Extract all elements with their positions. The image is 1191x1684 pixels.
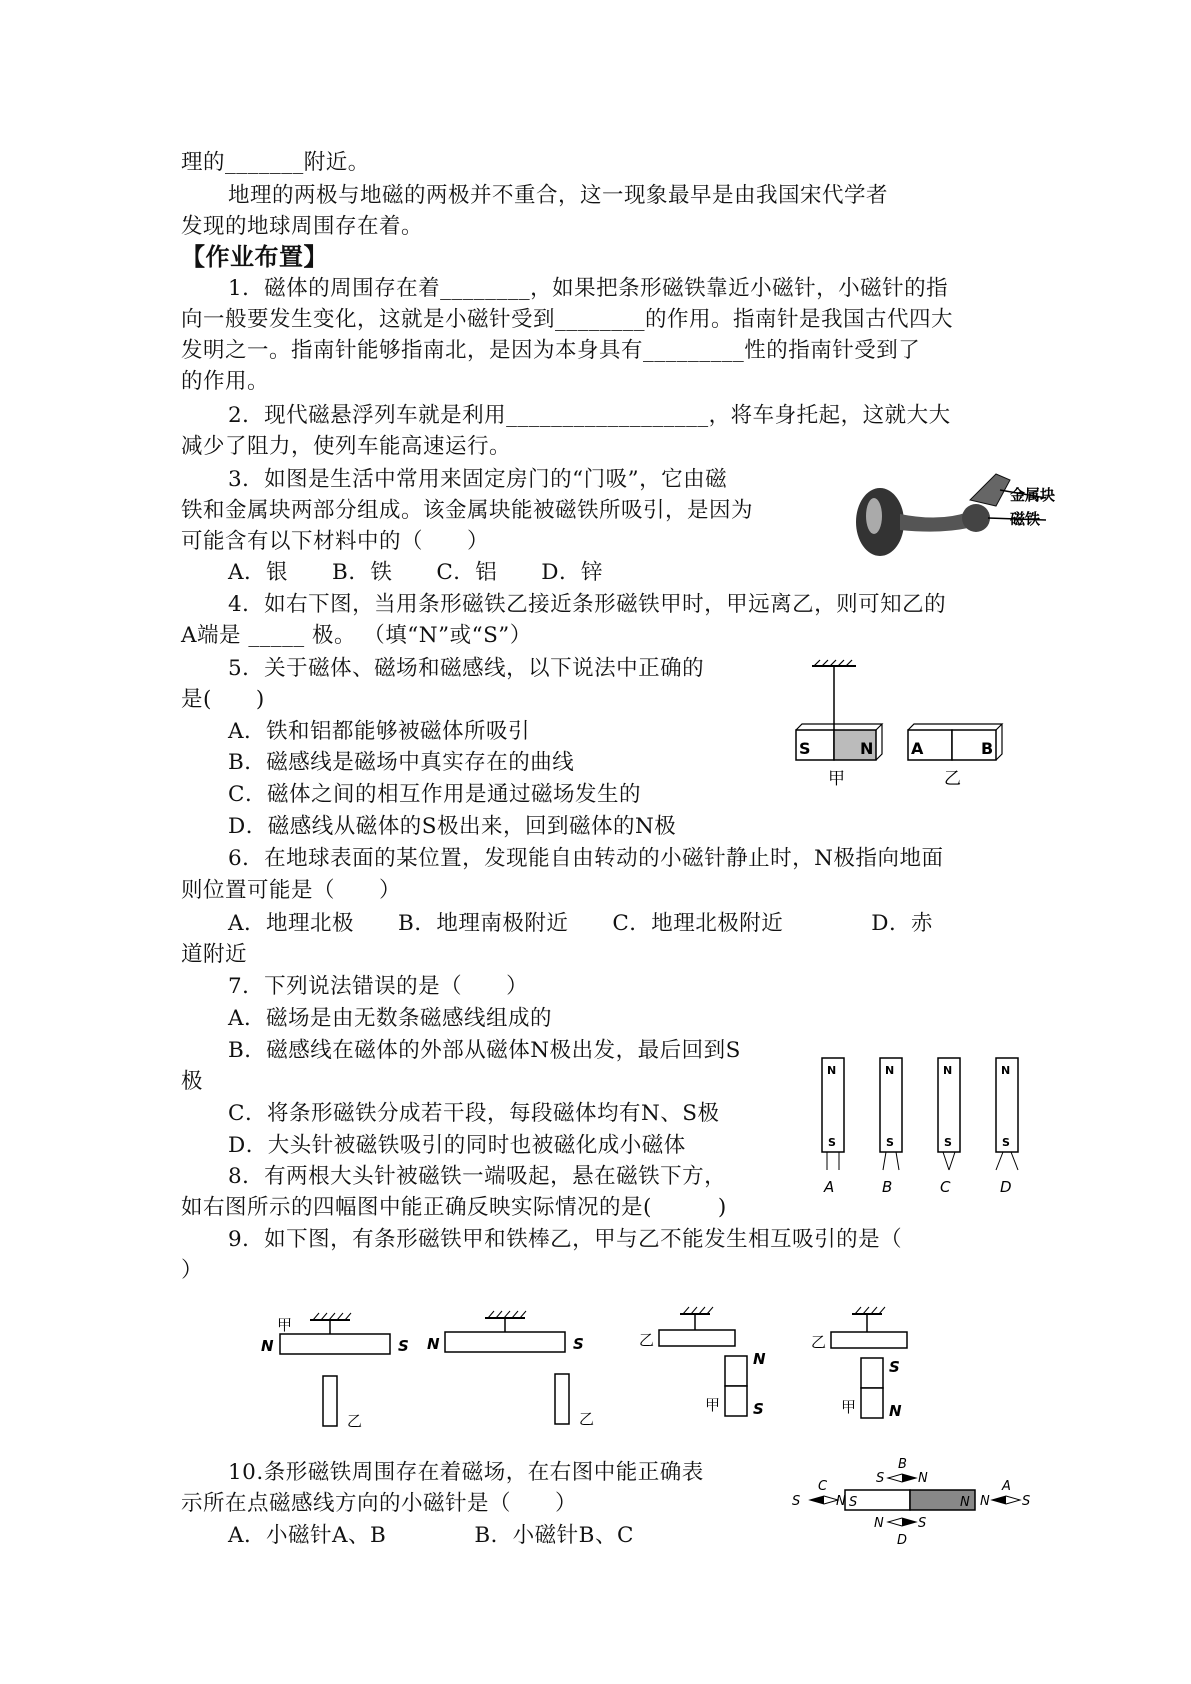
option-d-magnet (996, 1058, 1018, 1196)
svg-text:S: S (792, 1494, 801, 1509)
svg-text:N: N (918, 1471, 928, 1486)
arrangement-3 (639, 1307, 766, 1418)
text-line: 1．磁体的周围存在着________，如果把条形磁铁靠近小磁针，小磁针的指 (228, 276, 949, 301)
svg-text:N: N (1001, 1064, 1011, 1077)
arrangement-1 (261, 1313, 409, 1430)
text-line: A．铁和铝都能够被磁体所吸引 (228, 719, 531, 744)
svg-text:C: C (940, 1178, 951, 1196)
text-line: ） (181, 1258, 204, 1283)
svg-text:S: S (944, 1136, 952, 1149)
svg-text:N: N (980, 1494, 990, 1509)
text-line: A．磁场是由无数条磁感线组成的 (228, 1006, 553, 1031)
text-line: B．磁感线是磁场中真实存在的曲线 (228, 750, 575, 775)
svg-text:乙: 乙 (639, 1331, 655, 1349)
needle-c (792, 1479, 846, 1509)
svg-text:N: N (889, 1402, 902, 1420)
text-line: 向一般要发生变化，这就是小磁针受到________的作用。指南针是我国古代四大 (181, 307, 954, 332)
text-line: 2．现代磁悬浮列车就是利用__________________，将车身托起，这就大大 (228, 403, 951, 428)
svg-text:S: S (573, 1335, 584, 1353)
svg-text:乙: 乙 (811, 1333, 827, 1351)
text-line: D．磁感线从磁体的S极出来，回到磁体的N极 (228, 814, 677, 839)
option-c-magnet (938, 1058, 960, 1196)
text-line: 3．如图是生活中常用来固定房门的“门吸”，它由磁 (228, 467, 728, 492)
text-line: 5．关于磁体、磁场和磁感线，以下说法中正确的 (228, 656, 705, 681)
text-line: 是( ) (181, 687, 265, 712)
svg-text:N: N (943, 1064, 953, 1077)
text-line: A．小磁针A、B B．小磁针B、C (228, 1523, 634, 1548)
text-line: 8．有两根大头针被磁铁一端吸起，悬在磁铁下方， (228, 1164, 727, 1189)
door-stop-rod (900, 512, 968, 532)
two-magnets-figure (790, 660, 1030, 790)
text-line: 4．如右下图，当用条形磁铁乙接近条形磁铁甲时，甲远离乙，则可知乙的 (228, 592, 947, 617)
magnet-jia-n: N (860, 739, 874, 758)
text-line: 理的_______附近。 (181, 150, 370, 175)
text-line: A端是 _____ 极。 （填“N”或“S”） (181, 623, 532, 648)
svg-text:S: S (753, 1400, 764, 1418)
section-heading: 【作业布置】 (181, 243, 328, 271)
attraction-figure (255, 1300, 955, 1435)
svg-text:N: N (261, 1337, 274, 1355)
text-line: 6．在地球表面的某位置，发现能自由转动的小磁针静止时，N极指向地面 (228, 846, 944, 871)
text-line: 发明之一。指南针能够指南北，是因为本身具有_________性的指南针受到了 (181, 338, 921, 363)
door-stop-figure (850, 470, 1060, 560)
needle-a (980, 1479, 1030, 1509)
svg-text:A: A (824, 1178, 835, 1196)
svg-text:甲: 甲 (705, 1396, 721, 1414)
text-line: C．将条形磁铁分成若干段，每段磁体均有N、S极 (228, 1101, 720, 1126)
svg-text:B: B (882, 1178, 893, 1196)
text-line: 示所在点磁感线方向的小磁针是（ ） (181, 1491, 578, 1516)
text-line: C．磁体之间的相互作用是通过磁场发生的 (228, 782, 641, 807)
text-line: B．磁感线在磁体的外部从磁体N极出发，最后回到S (228, 1038, 741, 1063)
svg-text:S: S (876, 1471, 885, 1486)
svg-text:N: N (836, 1494, 846, 1509)
magnet-yi-a: A (911, 739, 924, 758)
svg-text:S: S (828, 1136, 836, 1149)
text-line: 则位置可能是（ ） (181, 878, 402, 903)
label-magnet: 磁铁 (1010, 510, 1041, 528)
compass-needles-figure (780, 1450, 1040, 1550)
svg-text:B: B (898, 1457, 907, 1472)
svg-text:N: N (753, 1350, 766, 1368)
option-a-magnet (822, 1058, 844, 1196)
door-stop-base-highlight (866, 498, 882, 534)
magnet-jia-s: S (799, 739, 811, 758)
svg-text:C: C (818, 1479, 828, 1494)
pins-figure (820, 1050, 1040, 1200)
option-b-magnet (880, 1058, 902, 1196)
text-line: 道附近 (181, 942, 248, 967)
text-line: D．大头针被磁铁吸引的同时也被磁化成小磁体 (228, 1133, 686, 1158)
svg-text:S: S (1002, 1136, 1010, 1149)
svg-text:N: N (874, 1516, 884, 1531)
label-yi: 乙 (944, 769, 961, 789)
text-line: 铁和金属块两部分组成。该金属块能被磁铁所吸引，是因为 (181, 498, 754, 523)
text-line: 减少了阻力，使列车能高速运行。 (181, 434, 512, 459)
text-line: 地理的两极与地磁的两极并不重合，这一现象最早是由我国宋代学者 (228, 183, 889, 208)
text-line: 7．下列说法错误的是（ ） (228, 974, 529, 999)
svg-text:乙: 乙 (347, 1412, 363, 1430)
text-line: A．地理北极 B．地理南极附近 C．地理北极附近 D．赤 (228, 911, 934, 936)
arrangement-2 (427, 1311, 594, 1428)
svg-text:N: N (885, 1064, 895, 1077)
text-line: 发现的地球周围存在着。 (181, 214, 424, 239)
svg-text:S: S (918, 1516, 927, 1531)
text-line: 的作用。 (181, 369, 270, 394)
needle-d (874, 1516, 926, 1548)
label-metal-block: 金属块 (1010, 486, 1056, 504)
svg-text:S: S (1022, 1494, 1031, 1509)
needle-b (876, 1457, 928, 1486)
svg-text:N: N (827, 1064, 837, 1077)
svg-text:N: N (427, 1335, 440, 1353)
svg-text:甲: 甲 (277, 1316, 293, 1334)
svg-text:S: S (849, 1495, 858, 1510)
svg-text:乙: 乙 (579, 1410, 595, 1428)
svg-text:S: S (398, 1337, 409, 1355)
magnet-yi-b: B (981, 739, 994, 758)
svg-text:N: N (960, 1495, 970, 1510)
text-line: 9．如下图，有条形磁铁甲和铁棒乙，甲与乙不能发生相互吸引的是（ (228, 1227, 903, 1252)
svg-text:S: S (889, 1358, 900, 1376)
text-line: 极 (181, 1069, 204, 1094)
text-line: 10.条形磁铁周围存在着磁场，在右图中能正确表 (228, 1460, 704, 1485)
svg-text:S: S (886, 1136, 894, 1149)
svg-text:D: D (1000, 1178, 1012, 1196)
svg-text:A: A (1002, 1479, 1011, 1494)
text-line: A．银 B．铁 C．铝 D．锌 (228, 560, 604, 585)
svg-text:D: D (897, 1533, 908, 1548)
text-line: 如右图所示的四幅图中能正确反映实际情况的是( ) (181, 1195, 727, 1220)
label-jia: 甲 (828, 769, 845, 789)
text-line: 可能含有以下材料中的（ ） (181, 529, 490, 554)
svg-text:甲: 甲 (841, 1398, 857, 1416)
arrangement-4 (811, 1307, 907, 1420)
door-stop-magnet (962, 504, 990, 532)
